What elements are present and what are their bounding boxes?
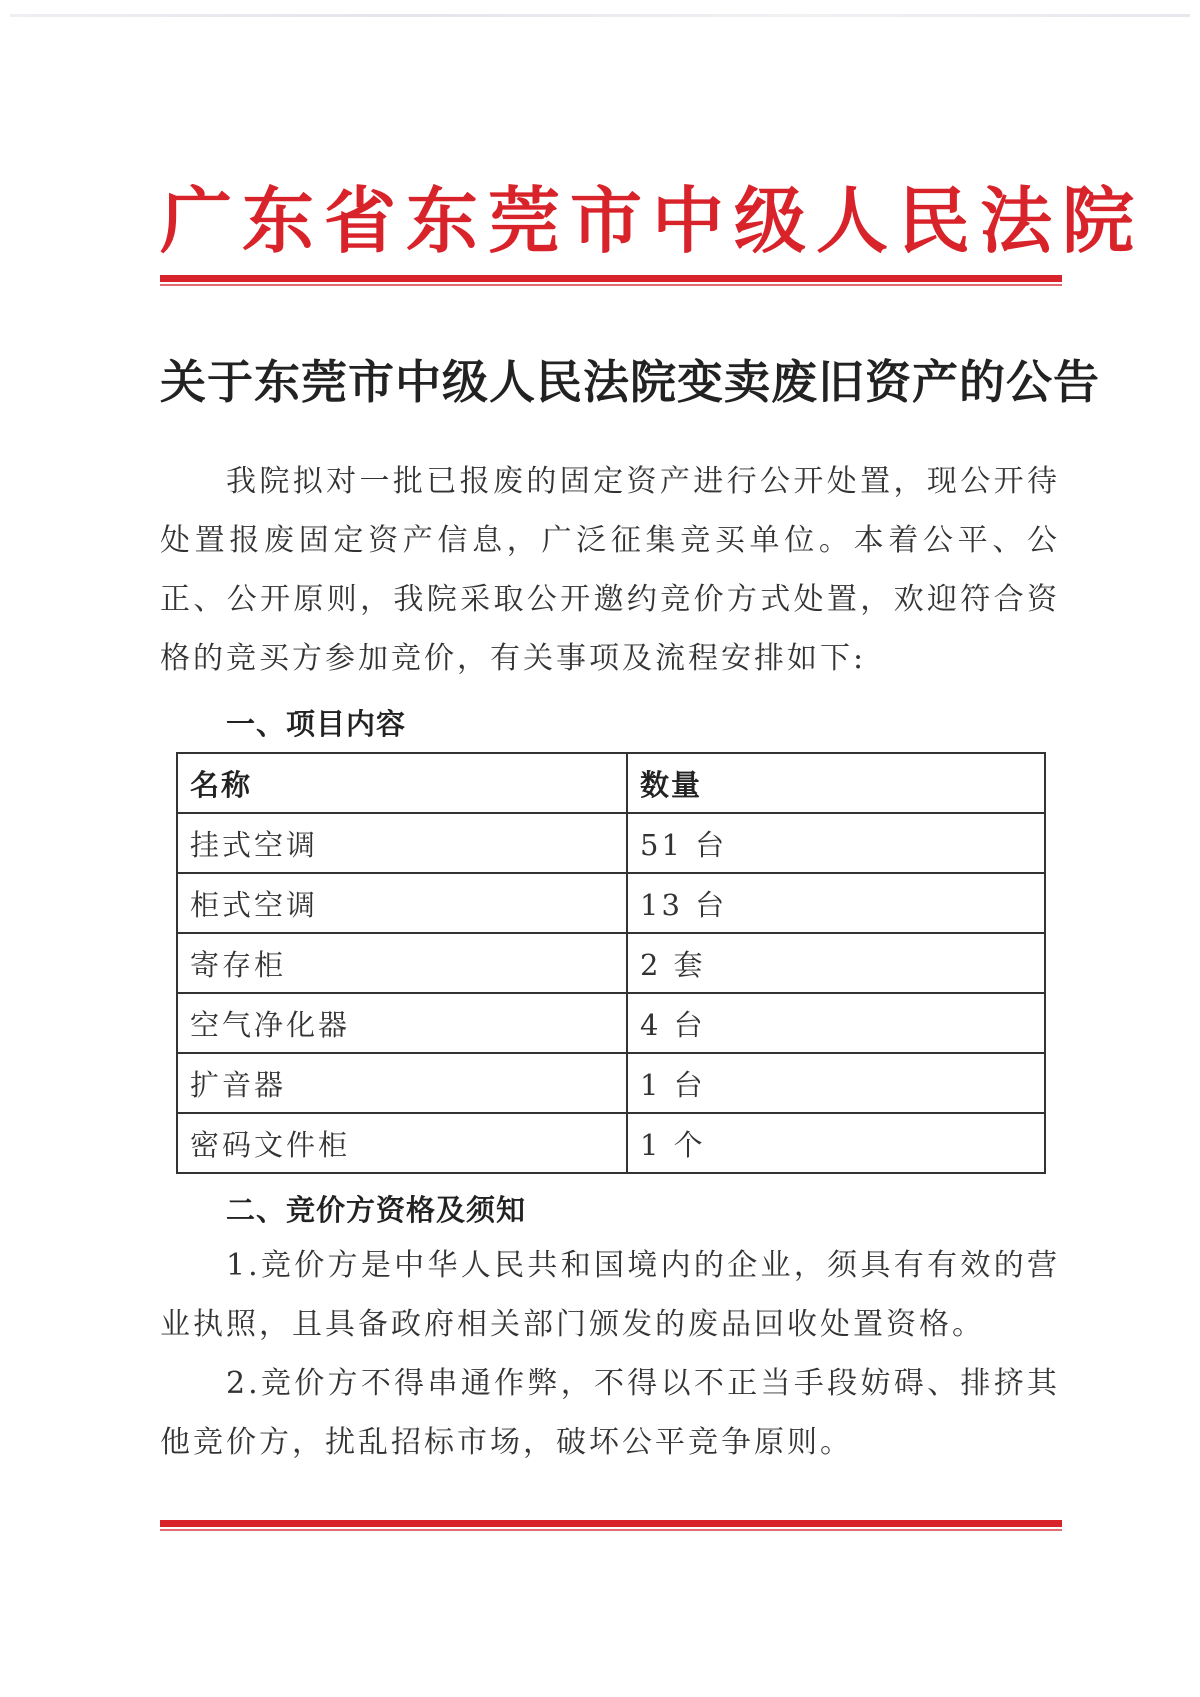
asset-name-cell: 柜式空调 xyxy=(177,873,627,933)
asset-quantity-cell: 1 个 xyxy=(627,1113,1045,1173)
qualification-item-1: 1.竞价方是中华人民共和国境内的企业，须具有有效的营业执照，且具备政府相关部门颁发的废品回收处置资格。 xyxy=(160,1248,1060,1342)
court-masthead: 广东省东莞市中级人民法院 xyxy=(160,178,1145,263)
asset-quantity-cell: 4 台 xyxy=(627,993,1045,1053)
asset-quantity-cell: 13 台 xyxy=(627,873,1045,933)
notice-title: 关于东莞市中级人民法院变卖废旧资产的公告 xyxy=(160,355,1100,409)
footer-red-rule xyxy=(160,1520,1062,1527)
table-row xyxy=(177,873,1045,933)
asset-table xyxy=(176,752,1046,1174)
asset-name-cell: 空气净化器 xyxy=(177,993,627,1053)
column-header-name: 名称 xyxy=(177,753,627,813)
asset-quantity-cell: 1 台 xyxy=(627,1053,1045,1113)
scan-edge-line xyxy=(10,14,1190,17)
asset-quantity-cell: 51 台 xyxy=(627,813,1045,873)
asset-name-cell: 扩音器 xyxy=(177,1053,627,1113)
table-row xyxy=(177,933,1045,993)
table-row xyxy=(177,993,1045,1053)
masthead-red-rule xyxy=(160,275,1062,282)
asset-name-cell: 密码文件柜 xyxy=(177,1113,627,1173)
table-row xyxy=(177,1113,1045,1173)
asset-name-cell: 寄存柜 xyxy=(177,933,627,993)
table-header-row xyxy=(177,753,1045,813)
asset-quantity-cell: 2 套 xyxy=(627,933,1045,993)
section-heading-bidder-qualification: 二、竞价方资格及须知 xyxy=(226,1193,527,1227)
qualification-item-2: 2.竞价方不得串通作弊，不得以不正当手段妨碍、排挤其他竞价方，扰乱招标市场，破坏公平竞争原则。 xyxy=(160,1366,1060,1460)
table-row xyxy=(177,813,1045,873)
section-heading-project-content: 一、项目内容 xyxy=(226,707,407,741)
table-row xyxy=(177,1053,1045,1113)
asset-name-cell: 挂式空调 xyxy=(177,813,627,873)
column-header-quantity: 数量 xyxy=(627,753,1045,813)
intro-paragraph: 我院拟对一批已报废的固定资产进行公开处置，现公开待处置报废固定资产信息，广泛征集竞买单位。本着公平、公正、公开原则，我院采取公开邀约竞价方式处置，欢迎符合资格的竞买方参加竞价，有关事项及流程安排如下: xyxy=(160,464,1060,676)
